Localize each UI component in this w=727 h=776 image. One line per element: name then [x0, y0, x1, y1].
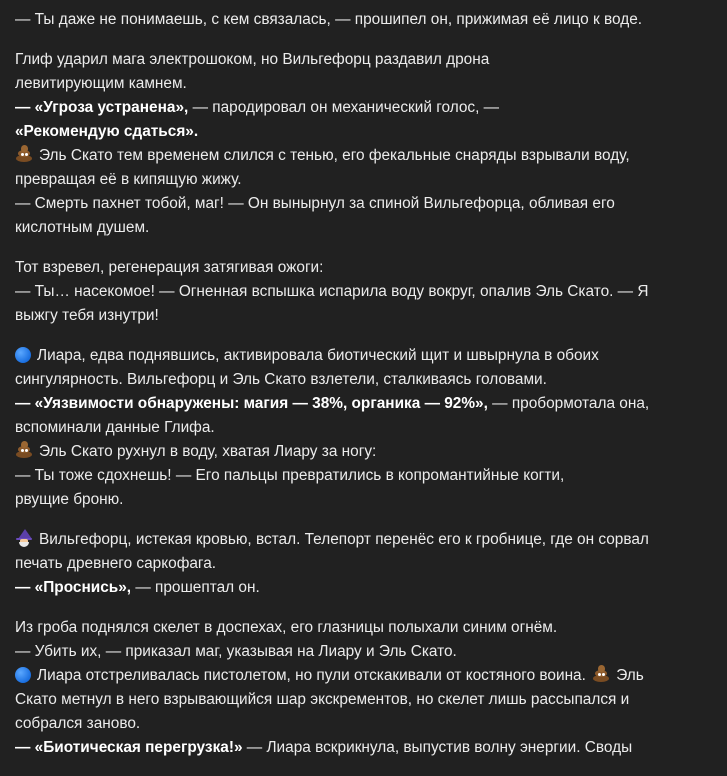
paragraph: [15, 48, 715, 240]
text-line: — Ты тоже сдохнешь! — Его пальцы превратились в копромантийные когти,: [15, 467, 565, 484]
text-line: — Убить их, — приказал маг, указывая на Лиару и Эль Скато.: [15, 643, 457, 660]
text-line: собрался заново.: [15, 715, 141, 732]
mage-icon: [15, 529, 33, 547]
text-line: выжгу тебя изнутри!: [15, 307, 159, 324]
text-span: Эль Скато тем временем слился с тенью, его фекальные снаряды взрывали воду,: [39, 147, 630, 164]
text-line: Из гроба поднялся скелет в доспехах, его глазницы полыхали синим огнём.: [15, 619, 558, 636]
text-line: [15, 344, 715, 368]
text-line: печать древнего саркофага.: [15, 555, 217, 572]
text-line: сингулярность. Вильгефорц и Эль Скато взлетели, сталкиваясь головами.: [15, 371, 547, 388]
text-line: [15, 528, 715, 552]
text-line: рвущие броню.: [15, 491, 124, 508]
text-line: — Ты даже не понимаешь, с кем связалась, — прошипел он, прижимая её лицо к воде.: [15, 11, 643, 28]
pile-of-poo-icon: [15, 441, 33, 459]
text-span: Эль Скато рухнул в воду, хватая Лиару за ногу:: [39, 443, 377, 460]
text-line: Глиф ударил мага электрошоком, но Вильгефорц раздавил дрона: [15, 51, 490, 68]
paragraph: [15, 344, 715, 512]
text-span: Эль: [616, 667, 644, 684]
quote-line: [15, 120, 715, 144]
text-line: — Ты… насекомое! — Огненная вспышка испарила воду вокруг, опалив Эль Скато. — Я: [15, 283, 649, 300]
quote-line: [15, 96, 715, 120]
chat-message-body: [15, 8, 715, 776]
text-line: вспоминали данные Глифа.: [15, 419, 215, 436]
text-line: [15, 144, 715, 168]
bold-quote: — «Биотическая перегрузка!»: [15, 739, 243, 756]
paragraph: [15, 528, 715, 600]
text-span: Лиара, едва поднявшись, активировала биотический щит и швырнула в обоих: [37, 347, 599, 364]
paragraph: [15, 616, 715, 760]
blue-circle-icon: [15, 667, 31, 683]
pile-of-poo-icon: [592, 665, 610, 683]
text-line: Тот взревел, регенерация затягивая ожоги:: [15, 259, 324, 276]
paragraph: [15, 256, 715, 328]
quote-line: [15, 736, 715, 760]
text-span: — прошептал он.: [131, 579, 260, 596]
text-line: превращая её в кипящую жижу.: [15, 171, 242, 188]
blue-circle-icon: [15, 347, 31, 363]
text-line: [15, 440, 715, 464]
text-span: Вильгефорц, истекая кровью, встал. Телепорт перенёс его к гробнице, где он сорвал: [39, 531, 649, 548]
bold-quote: — «Уязвимости обнаружены: магия — 38%, органика — 92%»,: [15, 395, 488, 412]
text-span: Лиара отстреливалась пистолетом, но пули отскакивали от костяного воина.: [37, 667, 586, 684]
pile-of-poo-icon: [15, 145, 33, 163]
bold-quote: — «Угроза устранена»,: [15, 99, 189, 116]
text-line: — Смерть пахнет тобой, маг! — Он вынырнул за спиной Вильгефорца, обливая его: [15, 195, 615, 212]
bold-quote: — «Проснись»,: [15, 579, 132, 596]
quote-line: [15, 392, 715, 416]
text-span: — пародировал он механический голос, —: [188, 99, 500, 116]
text-line: кислотным душем.: [15, 219, 150, 236]
paragraph: [15, 8, 715, 32]
text-line: левитирующим камнем.: [15, 75, 187, 92]
text-span: — Лиара вскрикнула, выпустив волну энергии. Своды: [242, 739, 633, 756]
text-line: [15, 664, 715, 688]
text-span: — пробормотала она,: [487, 395, 650, 412]
text-line: Скато метнул в него взрывающийся шар экскрементов, но скелет лишь рассыпался и: [15, 691, 630, 708]
quote-line: [15, 576, 715, 600]
bold-quote: «Рекомендую сдаться».: [15, 123, 199, 140]
